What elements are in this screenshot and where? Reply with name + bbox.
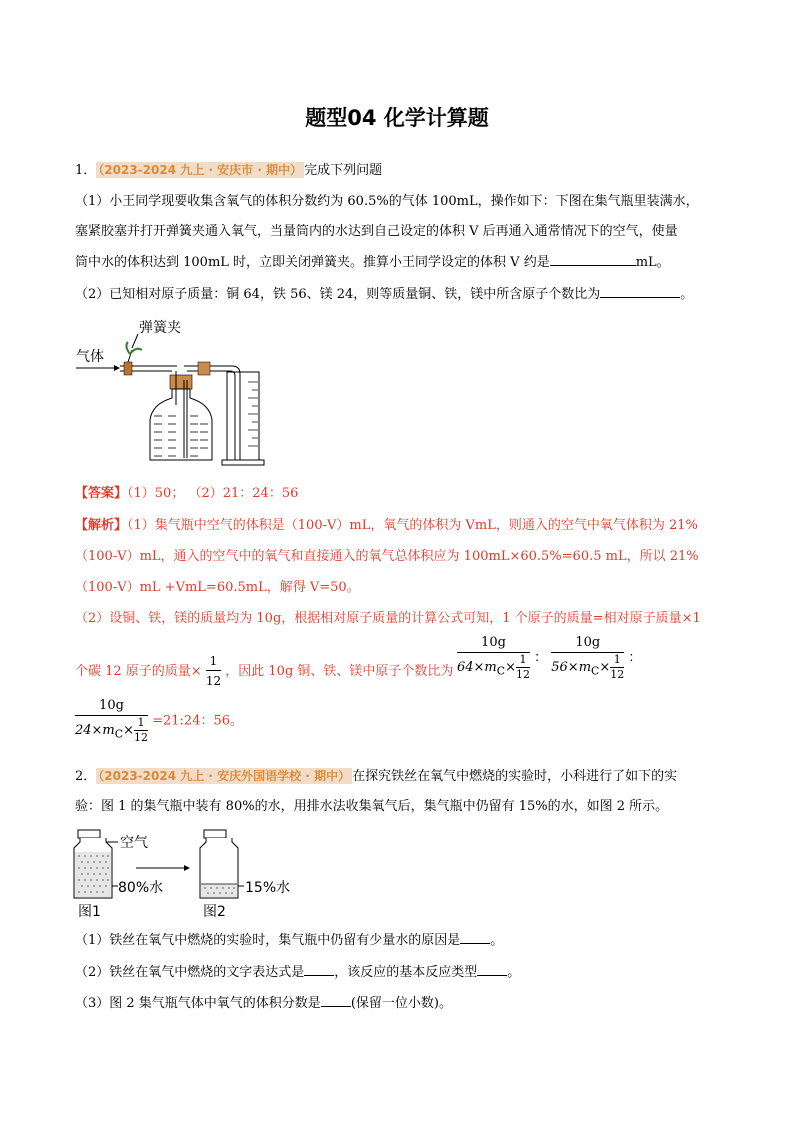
analysis-line5 xyxy=(75,652,453,691)
q1-p1-unit: mL。 xyxy=(635,255,670,270)
den-times: × xyxy=(505,660,516,675)
q2-sub2-end: 。 xyxy=(507,965,521,980)
frac-num: 10g xyxy=(551,634,624,653)
q2-sub2 xyxy=(75,963,520,983)
fraction-cu xyxy=(457,634,530,682)
q2-intro-line2: 验：图 1 的集气瓶中装有 80%的水，用排水法收集氧气后，集气瓶中仍留有 15%的水，如图 2 所示。 xyxy=(75,799,669,814)
page-title: 题型04 化学计算题 xyxy=(305,106,489,130)
analysis-line1 xyxy=(75,516,698,536)
q1-p1-line1: （1）小王同学现要收集含氧气的体积分数约为 60.5%的气体 100mL，操作如下：下图在集气瓶里装满水， xyxy=(75,194,699,209)
q1-p1-line3-text: 筒中水的体积达到 100mL 时，立即关闭弹簧夹。推算小王同学设定的体积 V 约是 xyxy=(75,255,550,270)
ratio-expression-mg xyxy=(75,697,243,745)
gas-label: 气体 xyxy=(76,349,104,365)
apparatus-diagram xyxy=(72,320,272,470)
frac-den: 12 xyxy=(205,674,222,688)
clip-label: 弹簧夹 xyxy=(139,320,181,336)
analysis-line4: （2）设铜、铁，镁的质量均为 10g，根据相对原子质量的计算公式可知，1 个原子的质量=相对原子质量×1 xyxy=(75,611,701,626)
frac-num: 10g xyxy=(75,697,148,716)
ratio-colon: ： xyxy=(628,650,642,666)
analysis-tag: 【解析】 xyxy=(75,518,128,533)
inner-fraction xyxy=(610,653,624,682)
ratio-colon: ： xyxy=(534,650,548,666)
q1-header xyxy=(75,160,382,181)
q1-p2-end: 。 xyxy=(680,287,694,302)
frac-den: 12 xyxy=(133,731,148,744)
analysis-text5b: ，因此 10g 铜、铁、镁中原子个数比为 xyxy=(225,664,454,679)
ratio-result: =21:24：56。 xyxy=(152,713,244,729)
den-sub: C xyxy=(114,727,124,741)
answer-blank[interactable] xyxy=(550,265,636,266)
q2-sub1 xyxy=(75,931,503,951)
analysis-text1: （1）集气瓶中空气的体积是（100-V）mL，氧气的体积为 VmL，则通入的空气中氧气体积为 21% xyxy=(127,518,698,533)
frac-den: 12 xyxy=(610,668,625,681)
den-text: 24×m xyxy=(75,723,115,738)
q1-intro: 完成下列问题 xyxy=(304,163,383,178)
den-sub: C xyxy=(591,664,600,678)
fraction-one-twelve xyxy=(206,652,221,691)
q1-p1-line3 xyxy=(75,253,670,273)
answer-tag: 【答案】 xyxy=(75,486,128,501)
q1-source-tag: （2023-2024 九上 · 安庆市 · 期中） xyxy=(98,163,303,177)
frac-num: 1 xyxy=(134,716,148,731)
q2-sub3-text: （3）图 2 集气瓶气体中氧气的体积分数是 xyxy=(75,996,321,1011)
q2-sub3 xyxy=(75,994,452,1014)
answer-blank[interactable] xyxy=(321,1006,351,1007)
q2-sub2-text2: ，该反应的基本反应类型 xyxy=(334,965,478,980)
den-times: × xyxy=(123,723,134,738)
q1-number: 1． xyxy=(75,163,97,178)
analysis-line3: （100-V）mL +VmL=60.5mL，解得 V=50。 xyxy=(75,580,360,595)
frac-num: 1 xyxy=(610,653,624,668)
q2-sub3-end: (保留一位小数)。 xyxy=(350,996,452,1011)
water-15-label: 15%水 xyxy=(245,880,291,896)
frac-den-mg xyxy=(75,716,148,745)
water-80-label: 80%水 xyxy=(118,880,164,896)
frac-den-cu xyxy=(457,653,530,682)
q1-p2-text: （2）已知相对原子质量：铜 64，铁 56、镁 24，则等质量铜、铁，镁中所含原子个数比为 xyxy=(75,287,601,302)
inner-fraction xyxy=(516,653,530,682)
analysis-text5a: 个碳 12 原子的质量× xyxy=(75,664,202,679)
analysis-line2: （100-V）mL，通入的空气中的氧气和直接通入的氧气总体积应为 100mL×60.5%=60.5 mL，所以 21% xyxy=(75,549,699,564)
q2-intro-line1: 在探究铁丝在氧气中燃烧的实验时，小科进行了如下的实 xyxy=(352,769,678,784)
answer-blank[interactable] xyxy=(304,975,334,976)
figure1-label: 图1 xyxy=(78,904,101,920)
q1-p2-line xyxy=(75,285,693,305)
inner-fraction xyxy=(134,716,148,745)
ratio-expression xyxy=(457,634,641,682)
den-text: 56×m xyxy=(551,660,592,675)
den-sub: C xyxy=(496,664,506,678)
frac-num: 1 xyxy=(516,653,530,668)
air-label: 空气 xyxy=(120,835,148,851)
den-text: 64×m xyxy=(457,660,497,675)
q2-sub1-end: 。 xyxy=(490,933,504,948)
frac-num: 1 xyxy=(206,652,221,671)
q1-answer xyxy=(75,484,298,504)
q2-header xyxy=(75,766,677,787)
q2-source-tag: （2023-2024 九上 · 安庆外国语学校 · 期中） xyxy=(98,769,351,783)
q1-p1-line2: 塞紧胶塞并打开弹簧夹通入氧气，当量筒内的水达到自己设定的体积 V 后再通入通常情况下的空气，使量 xyxy=(75,224,678,239)
answer-blank[interactable] xyxy=(477,975,507,976)
answer-blank[interactable] xyxy=(600,297,680,298)
q2-sub1-text: （1）铁丝在氧气中燃烧的实验时，集气瓶中仍留有少量水的原因是 xyxy=(75,933,461,948)
frac-den-fe xyxy=(551,653,624,682)
figure2-label: 图2 xyxy=(203,904,226,920)
answer-blank[interactable] xyxy=(460,943,490,944)
frac-num: 10g xyxy=(457,634,530,653)
q2-number: 2． xyxy=(75,769,97,784)
fraction-mg xyxy=(75,697,148,745)
q2-sub2-text: （2）铁丝在氧气中燃烧的文字表达式是 xyxy=(75,965,305,980)
answer-text: （1）50； （2）21：24：56 xyxy=(127,486,299,501)
frac-den: 12 xyxy=(515,668,530,681)
den-times: × xyxy=(599,660,611,675)
fraction-fe xyxy=(551,634,624,682)
